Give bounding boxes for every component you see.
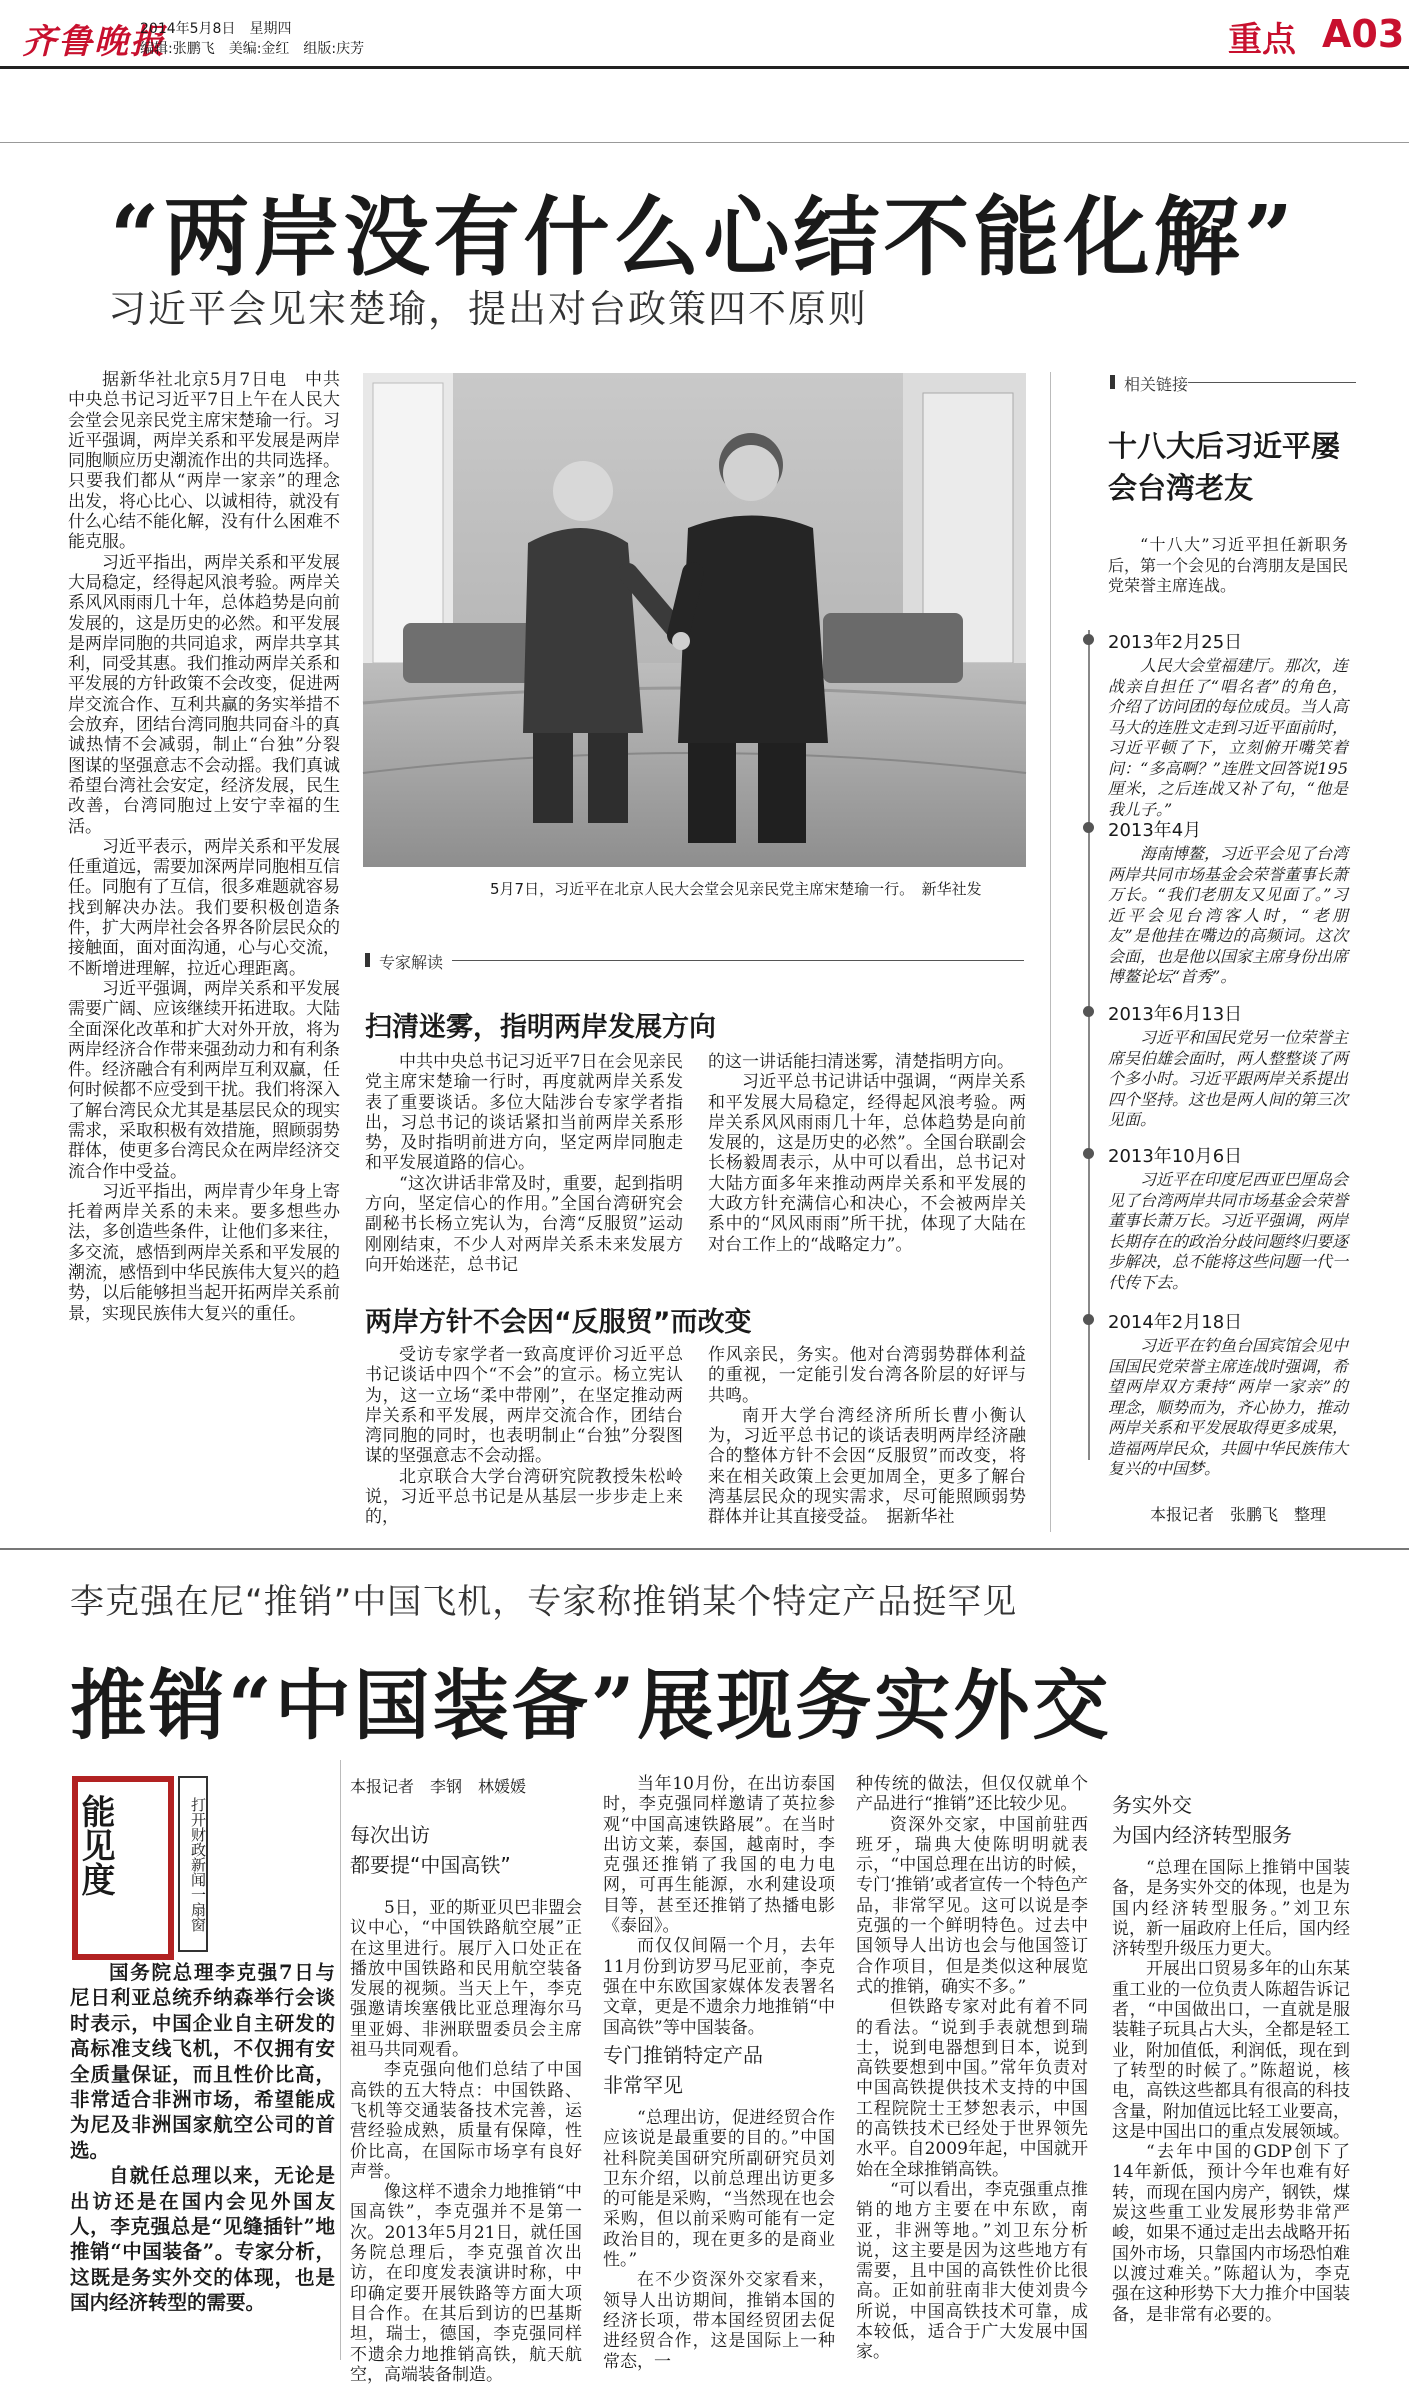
subhead-line: 为国内经济转型服务 xyxy=(1112,1823,1292,1847)
top-divider xyxy=(0,142,1409,143)
paragraph: 但铁路专家对此有着不同的看法。“说到手表就想到瑞士，说到电器想到日本，说到高铁要想到中国。”常年负责对中国高铁提供技术支持的中国工程院院士王梦恕表示，中国的高铁技术已经处于世界领先水平。自2009年起，中国就开始在全球推销高铁。 xyxy=(856,1997,1088,2180)
timeline-date: 2014年2月18日 xyxy=(1108,1312,1243,1333)
expert-col-1a xyxy=(365,1052,683,1284)
story2-subhead-d xyxy=(1112,1790,1292,1850)
paragraph: “这次讲话非常及时，重要，起到指明方向，坚定信心的作用。”全国台湾研究会副秘书长杨立宪认为，台湾“反服贸”运动刚刚结束，不少人对两岸关系未来发展方向开始迷茫，总书记 xyxy=(365,1173,683,1275)
story2-subhead-a xyxy=(350,1820,511,1880)
sidebar-label: 相关链接 xyxy=(1110,372,1188,395)
paragraph: 习近平在印度尼西亚巴厘岛会见了台湾两岸共同市场基金会荣誉董事长萧万长。习近平强调，两岸长期存在的政治分歧问题终归要逐步解决，总不能将这些问题一代一代传下去。 xyxy=(1108,1170,1349,1292)
paragraph: 自就任总理以来，无论是出访还是在国内会见外国友人，李克强总是“见缝插针”地推销“中国装备”。专家分析，这既是务实外交的体现，也是国内经济转型的需要。 xyxy=(70,2164,335,2315)
paragraph: 5日，亚的斯亚贝巴非盟会议中心，“中国铁路航空展”正在这里进行。展厅入口处正在播放中国铁路和民用航空装备发展的视频。当天上午，李克强邀请埃塞俄比亚总理海尔马里亚姆、非洲联盟委员会主席祖马共同观看。 xyxy=(350,1898,582,2061)
story2-col-a xyxy=(350,1898,582,2385)
masthead-rule xyxy=(0,66,1409,69)
subhead-line: 每次出访 xyxy=(350,1823,430,1847)
story2-subhead-b xyxy=(603,2040,763,2100)
timeline-text xyxy=(1108,1170,1348,1293)
subhead-line: 专门推销特定产品 xyxy=(603,2043,763,2067)
subhead-line: 都要提“中国高铁” xyxy=(350,1853,511,1877)
paragraph: 像这样不遗余力地推销“中国高铁”，李克强并不是第一次。2013年5月21日，就任国务院总理后，李克强首次出访，在印度发表演讲时称，中印确定要开展铁路等方面大项目合作。在其后到访的巴基斯坦，瑞士，德国，李克强同样不遗余力地推销高铁，航天航空，高端装备制造。 xyxy=(350,2182,582,2385)
timeline-text xyxy=(1108,656,1348,820)
story2-byline: 本报记者 李钢 林媛媛 xyxy=(350,1777,527,1796)
paragraph: “可以看出，李克强重点推销的地方主要在中东欧，南亚，非洲等地。”刘卫东分析说，这主要是因为这些地方有需要，且中国的高铁性价比很高。正如前驻南非大使刘贵今所说，中国高铁技术可靠，成本较低，适合于广大发展中国家。 xyxy=(856,2179,1088,2363)
paragraph: 当年10月份，在出访泰国时，李克强同样邀请了英拉参观“中国高速铁路展”。在当时出访文莱，泰国，越南时，李克强还推销了我国的电力电网，可再生能源，水利建设项目等，甚至还推销了热播电影《泰囧》。 xyxy=(603,1774,835,1937)
timeline-line xyxy=(1088,630,1090,1460)
timeline-date: 2013年2月25日 xyxy=(1108,632,1243,653)
paragraph: 受访专家学者一致高度评价习近平总书记谈话中四个“不会”的宣示。杨立宪认为，这一立场“柔中带刚”，在坚定推动两岸关系和平发展，两岸交流合作，团结台湾同胞的同时，也表明制止“台独”分裂图谋的坚强意志不会动摇。 xyxy=(365,1345,683,1467)
story2-lead xyxy=(70,1960,335,2360)
paragraph: 作风亲民，务实。他对台湾弱势群体利益的重视，一定能引发台湾各阶层的好评与共鸣。 xyxy=(708,1345,1026,1406)
paragraph: “十八大”习近平担任新职务后，第一个会见的台湾朋友是国民党荣誉主席连战。 xyxy=(1108,535,1349,595)
paragraph: 习近平强调，两岸关系和平发展需要广阔、应该继续开拓进取。大陆全面深化改革和扩大对外开放，将为两岸经济合作带来强劲动力和有利条件。经济融合有利两岸互利双赢，任何时候都不应受到干扰。我们将深入了解台湾民众尤其是基层民众的现实需求，采取积极有效措施，照顾弱势群体，使更多台湾民众在两岸经济交流合作中受益。 xyxy=(68,978,340,1182)
paragraph: “去年中国的GDP创下了14年新低，预计今年也难有好转，而现在国内房产，钢铁，煤炭这些重工业发展形势非常严峻，如果不通过走出去战略开拓国外市场，只靠国内市场恐怕难以渡过难关。”陈超认为，李克强在这种形势下大力推介中国装备，是非常有必要的。 xyxy=(1112,2142,1350,2325)
subhead-line: 务实外交 xyxy=(1112,1793,1192,1817)
paragraph: 中共中央总书记习近平7日在会见亲民党主席宋楚瑜一行时，再度就两岸关系发表了重要谈话。多位大陆涉台专家学者指出，习总书记的谈话紧扣当前两岸关系形势，及时指明前进方向，坚定两岸同胞走和平发展道路的信心。 xyxy=(365,1052,683,1174)
timeline-dot xyxy=(1083,634,1094,645)
sidebar-label-rule xyxy=(1188,382,1356,383)
paragraph: 习近平和国民党另一位荣誉主席吴伯雄会面时，两人整整谈了两个多小时。习近平跟两岸关系提出四个坚持。这也是两人间的第三次见面。 xyxy=(1108,1028,1349,1129)
paragraph: “总理在国际上推销中国装备，是务实外交的体现，也是为国内经济转型服务。”刘卫东说，新一届政府上任后，国内经济转型升级压力更大。 xyxy=(1112,1858,1350,1960)
timeline-dot xyxy=(1083,1148,1094,1159)
paragraph: 开展出口贸易多年的山东某重工业的一位负责人陈超告诉记者，“中国做出口，一直就是服装鞋子玩具占大头，全都是轻工业，附加值低，利润低，现在到了转型的时候了。”陈超说，核电，高铁这些都具有很高的科技含量，附加值远比轻工业要高，这是中国出口的重点发展领域。 xyxy=(1112,1959,1350,2142)
paragraph: 习近平指出，两岸关系和平发展大局稳定，经得起风浪考验。两岸关系风风雨雨几十年，总体趋势是向前发展的，这是历史的必然。和平发展是两岸同胞的共同追求，两岸共享其利，同受其惠。我们推动两岸关系和平发展的方针政策不会改变，促进两岸交流合作、互利共赢的务实举措不会放弃，团结台湾同胞共同奋斗的真诚热情不会减弱，制止“台独”分裂图谋的坚强意志不会动摇。我们真诚希望台湾社会安定，经济发展，民生改善，台湾同胞过上安宁幸福的生活。 xyxy=(68,552,340,837)
newspaper-logo: 齐鲁晚报 xyxy=(22,22,166,62)
paragraph: “总理出访，促进经贸合作应该说是最重要的目的。”中国社科院美国研究所副研究员刘卫东介绍，以前总理出访更多的可能是采购，“当然现在也会采购，但以前采购可能有一定政治目的，现在更多的是商业性。” xyxy=(603,2108,835,2271)
main-subheadline: 习近平会见宋楚瑜，提出对台政策四不原则 xyxy=(108,287,869,331)
timeline-date: 2013年10月6日 xyxy=(1108,1146,1243,1167)
paragraph: 海南博鳌，习近平会见了台湾两岸共同市场基金会荣誉董事长萧万长。“我们老朋友又见面了。”习近平会见台湾客人时，“老朋友”是他挂在嘴边的高频词。这次会面，也是他以国家主席身份出席博鳌论坛“首秀”。 xyxy=(1108,844,1349,986)
paragraph: 南开大学台湾经济所所长曹小衡认为，习近平总书记的谈话表明两岸经济融合的整体方针不会因“反服贸”而改变，将来在相关政策上会更加周全，更多了解台湾基层民众的现实需求，尽可能照顾弱势群体并让其直接受益。 据新华社 xyxy=(708,1405,1026,1528)
timeline-dot xyxy=(1083,822,1094,833)
paragraph: 人民大会堂福建厅。那次，连战亲自担任了“唱名者”的角色，介绍了访问团的每位成员。当人高马大的连胜文走到习近平面前时，习近平顿了下，立刻俯开嘴笑着问：“多高啊？”连胜文回答说195厘米，之后连战又补了句，“他是我儿子。” xyxy=(1108,656,1349,819)
paragraph: 而仅仅间隔一个月，去年11月份到访罗马尼亚前，李克强在中东欧国家媒体发表署名文章，更是不遗余力地推销“中国高铁”等中国装备。 xyxy=(603,1936,835,2038)
paragraph: 习近平总书记讲话中强调，“两岸关系和平发展大局稳定，经得起风浪考验。两岸关系风风雨雨几十年，总体趋势是向前发展的，这是历史的必然”。全国台联副会长杨毅周表示，从中可以看出，总书记对大陆方面多年来推动两岸关系和平发展的大政方针充满信心和决心，不会被两岸关系中的“风风雨雨”所干扰，体现了大陆在对台工作上的“战略定力”。 xyxy=(708,1072,1026,1255)
expert-subhead-1: 扫清迷雾，指明两岸发展方向 xyxy=(365,1012,716,1043)
column-divider xyxy=(340,1760,341,2360)
story2-headline: 推销“中国装备”展现务实外交 xyxy=(70,1661,1112,1750)
timeline-date: 2013年6月13日 xyxy=(1108,1004,1243,1025)
story1-body xyxy=(68,370,340,1530)
section-rule xyxy=(452,960,1024,961)
subhead-line: 非常罕见 xyxy=(603,2073,683,2097)
column-logo xyxy=(72,1776,174,1960)
paragraph: 资深外交家，中国前驻西班牙，瑞典大使陈明明就表示，“中国总理在出访的时候，专门‘推销’或者宣传一个特色产品，非常罕见。这可以说是李克强的一个鲜明特色。过去中国领导人出访也会与他国签订合作项目，但是类似这种展览式的推销，确实不多。” xyxy=(856,1814,1088,1997)
timeline-text xyxy=(1108,1028,1348,1131)
paragraph: 习近平指出，两岸青少年身上寄托着两岸关系的未来。要多想些办法，多创造些条件，让他们多来往，多交流，感悟到两岸关系和平发展的潮流，感悟到中华民族伟大复兴的趋势，以后能够担当起开拓两岸关系前景，实现民族伟大复兴的重任。 xyxy=(68,1181,340,1324)
column-name: 能见度 xyxy=(75,1794,115,1896)
issue-date: 2014年5月8日 星期四 xyxy=(140,21,292,37)
story2-col-d xyxy=(1112,1858,1350,2360)
page-number: A03 xyxy=(1322,12,1405,56)
photo-caption: 5月7日，习近平在北京人民大会堂会见亲民党主席宋楚瑜一行。 新华社发 xyxy=(490,880,982,898)
story2-col-b1 xyxy=(603,1774,835,2036)
paragraph: 在不少资深外交家看来，领导人出访期间，推销本国的经济长项，带本国经贸团去促进经贸合作，这是国际上一种常态，一 xyxy=(603,2270,835,2372)
timeline-text xyxy=(1108,1336,1348,1480)
paragraph: 种传统的做法，但仅仅就单个产品进行“推销”还比较少见。 xyxy=(856,1774,1088,1815)
expert-section-label: 专家解读 xyxy=(365,950,443,973)
expert-col-1b xyxy=(708,1052,1026,1284)
paragraph: 的这一讲话能扫清迷雾，清楚指明方向。 xyxy=(708,1052,1014,1072)
editor-credits: 编辑:张鹏飞 美编:金红 组版:庆芳 xyxy=(140,41,365,57)
timeline-text xyxy=(1108,844,1348,988)
story2-col-c xyxy=(856,1774,1088,2363)
sidebar-intro xyxy=(1108,535,1348,597)
timeline-dot xyxy=(1083,1006,1094,1017)
story2-subheadline: 李克强在尼“推销”中国飞机，专家称推销某个特定产品挺罕见 xyxy=(70,1582,1018,1622)
expert-col-2a xyxy=(365,1345,683,1530)
section-name: 重点 xyxy=(1228,20,1296,60)
news-photo xyxy=(363,373,1026,867)
paragraph: 国务院总理李克强7日与尼日利亚总统乔纳森举行会谈时表示，中国企业自主研发的高标准支线飞机，不仅拥有安全质量保证，而且性价比高，非常适合非洲市场，希望能成为尼及非洲国家航空公司的首选。 xyxy=(70,1961,335,2162)
timeline-dot xyxy=(1083,1314,1094,1325)
story2-col-b2 xyxy=(603,2108,835,2372)
expert-subhead-2: 两岸方针不会因“反服贸”而改变 xyxy=(365,1307,752,1338)
story-divider xyxy=(0,1548,1409,1550)
sidebar-byline: 本报记者 张鹏飞 整理 xyxy=(1150,1505,1327,1524)
paragraph: 习近平在钓鱼台国宾馆会见中国国民党荣誉主席连战时强调，希望两岸双方秉持“两岸一家亲”的理念，顺势而为，齐心协力，推动两岸关系和平发展取得更多成果，造福两岸民众，共圆中华民族伟大复兴的中国梦。 xyxy=(1108,1336,1349,1478)
paragraph: 李克强向他们总结了中国高铁的五大特点：中国铁路、飞机等交通装备技术完善，运营经验成熟，质量有保障，性价比高，在国际市场享有良好声誉。 xyxy=(350,2060,582,2182)
sidebar-title: 十八大后习近平屡会台湾老友 xyxy=(1108,429,1341,505)
paragraph: 据新华社北京5月7日电 中共中央总书记习近平7日上午在人民大会堂会见亲民党主席宋楚瑜一行。习近平强调，两岸关系和平发展是两岸同胞顺应历史潮流作出的共同选择。只要我们都从“两岸一家亲”的理念出发，将心比心、以诚相待，就没有什么心结不能化解，没有什么困难不能克服。 xyxy=(68,370,340,553)
timeline-date: 2013年4月 xyxy=(1108,820,1202,841)
paragraph: 习近平表示，两岸关系和平发展任重道远，需要加深两岸同胞相互信任。同胞有了互信，很多难题就容易找到解决办法。我们要积极创造条件，扩大两岸社会各界各阶层民众的接触面，面对面沟通，心与心交流，不断增进理解，拉近心理距离。 xyxy=(68,836,340,979)
column-slogan: 打开财政新闻一扇窗 xyxy=(178,1776,208,1952)
paragraph: 北京联合大学台湾研究院教授朱松岭说，习近平总书记是从基层一步步走上来的， xyxy=(365,1466,683,1528)
expert-col-2b xyxy=(708,1345,1026,1530)
sidebar-divider xyxy=(1050,372,1051,1532)
main-headline: “两岸没有什么心结不能化解” xyxy=(110,187,1297,288)
